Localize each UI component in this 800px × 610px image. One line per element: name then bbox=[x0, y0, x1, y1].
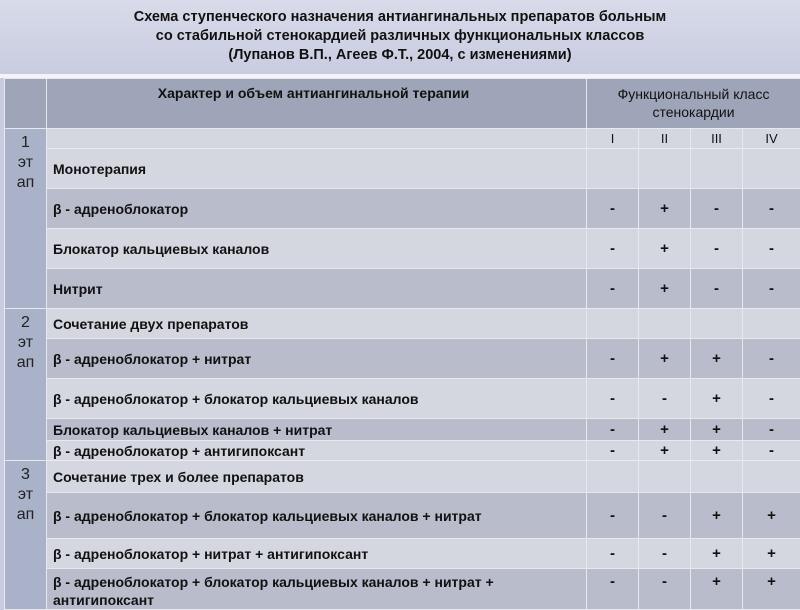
table-row bbox=[5, 229, 800, 269]
stage-2-number: 2 bbox=[5, 313, 46, 333]
row-value: - bbox=[691, 189, 743, 229]
row-value: - bbox=[743, 189, 800, 229]
row-value: - bbox=[743, 441, 800, 461]
row-value: + bbox=[639, 419, 691, 441]
row-value: + bbox=[639, 269, 691, 309]
row-value bbox=[743, 309, 800, 339]
row-value: + bbox=[743, 493, 800, 539]
row-desc: β - адреноблокатор + блокатор кальциевых каналов + нитрат bbox=[47, 493, 587, 539]
table-row bbox=[5, 419, 800, 441]
header-therapy: Характер и объем антиангинальной терапии bbox=[47, 79, 587, 129]
class-II: II bbox=[639, 129, 691, 149]
row-value bbox=[639, 309, 691, 339]
table-row bbox=[5, 149, 800, 189]
header-functional-class: Функциональный класс стенокардии bbox=[587, 79, 800, 129]
row-desc: β - адреноблокатор + нитрат + антигипоксант bbox=[47, 539, 587, 569]
stage-1-label: эт ап bbox=[13, 153, 39, 193]
table-row bbox=[5, 539, 800, 569]
row-value: - bbox=[639, 539, 691, 569]
row-value: + bbox=[743, 569, 800, 610]
row-value: + bbox=[691, 339, 743, 379]
row-value bbox=[691, 149, 743, 189]
row-value: + bbox=[691, 493, 743, 539]
table-row bbox=[5, 339, 800, 379]
row-desc: Блокатор кальциевых каналов + нитрат bbox=[47, 419, 587, 441]
row-desc: Блокатор кальциевых каналов bbox=[47, 229, 587, 269]
row-value: - bbox=[743, 269, 800, 309]
row-desc: β - адреноблокатор + нитрат bbox=[47, 339, 587, 379]
row-value: + bbox=[639, 189, 691, 229]
row-value: - bbox=[743, 419, 800, 441]
row-value bbox=[743, 461, 800, 493]
stage-1-cell bbox=[5, 129, 47, 309]
row-value bbox=[587, 461, 639, 493]
therapy-table bbox=[4, 78, 800, 610]
row-value: + bbox=[691, 379, 743, 419]
row-desc: Сочетание двух препаратов bbox=[47, 309, 587, 339]
table-row bbox=[5, 379, 800, 419]
table-row bbox=[5, 461, 800, 493]
row-value: - bbox=[587, 229, 639, 269]
row-value: - bbox=[587, 493, 639, 539]
row-value: + bbox=[691, 539, 743, 569]
table-row bbox=[5, 189, 800, 229]
class-I: I bbox=[587, 129, 639, 149]
row-value: - bbox=[587, 189, 639, 229]
class-IV: IV bbox=[743, 129, 800, 149]
row-value bbox=[587, 149, 639, 189]
slide-title bbox=[0, 0, 800, 74]
row-value: - bbox=[639, 493, 691, 539]
row-value: - bbox=[587, 379, 639, 419]
row-value: - bbox=[743, 339, 800, 379]
row-value: + bbox=[639, 229, 691, 269]
row-value bbox=[639, 461, 691, 493]
row-value: - bbox=[587, 569, 639, 610]
table-row bbox=[5, 269, 800, 309]
row-value bbox=[743, 149, 800, 189]
row-value: - bbox=[691, 269, 743, 309]
row-value: - bbox=[639, 569, 691, 610]
title-line-3: (Лупанов В.П., Агеев Ф.Т., 2004, с изменениями) bbox=[0, 46, 800, 65]
row-value: - bbox=[743, 229, 800, 269]
stage-3-number: 3 bbox=[5, 465, 46, 485]
row-value: + bbox=[743, 539, 800, 569]
table-row bbox=[5, 441, 800, 461]
row-desc: β - адреноблокатор bbox=[47, 189, 587, 229]
row-desc: Сочетание трех и более препаратов bbox=[47, 461, 587, 493]
table-row bbox=[5, 569, 800, 610]
row-desc: Монотерапия bbox=[47, 149, 587, 189]
class-numbers-row bbox=[5, 129, 800, 149]
row-value: + bbox=[639, 339, 691, 379]
title-line-2: со стабильной стенокардией различных функциональных классов bbox=[0, 27, 800, 46]
row-value: - bbox=[587, 339, 639, 379]
row-value bbox=[691, 461, 743, 493]
row-value bbox=[587, 309, 639, 339]
row-value: + bbox=[691, 419, 743, 441]
stage-1-number: 1 bbox=[5, 133, 46, 153]
row-desc: Нитрит bbox=[47, 269, 587, 309]
stage-2-cell bbox=[5, 309, 47, 461]
table-row bbox=[5, 309, 800, 339]
table-row bbox=[5, 493, 800, 539]
row-desc: β - адреноблокатор + антигипоксант bbox=[47, 441, 587, 461]
row-desc: β - адреноблокатор + блокатор кальциевых каналов + нитрат + антигипоксант bbox=[47, 569, 587, 610]
title-line-1: Схема ступенческого назначения антиангинальных препаратов больным bbox=[0, 8, 800, 27]
header-row bbox=[5, 79, 800, 129]
stage-3-cell bbox=[5, 461, 47, 610]
class-III: III bbox=[691, 129, 743, 149]
row-value: + bbox=[691, 441, 743, 461]
stage-3-label: эт ап bbox=[13, 485, 39, 525]
row-value: + bbox=[639, 441, 691, 461]
row-value: - bbox=[743, 379, 800, 419]
header-stage-cell bbox=[5, 79, 47, 129]
row-value: - bbox=[587, 539, 639, 569]
row-value: - bbox=[639, 379, 691, 419]
row-value: - bbox=[691, 229, 743, 269]
stage-2-label: эт ап bbox=[13, 333, 39, 373]
row-value bbox=[639, 149, 691, 189]
row-desc: β - адреноблокатор + блокатор кальциевых каналов bbox=[47, 379, 587, 419]
row-value: - bbox=[587, 269, 639, 309]
class-numbers-spacer bbox=[47, 129, 587, 149]
row-value: - bbox=[587, 419, 639, 441]
row-value: - bbox=[587, 441, 639, 461]
row-value bbox=[691, 309, 743, 339]
row-value: + bbox=[691, 569, 743, 610]
